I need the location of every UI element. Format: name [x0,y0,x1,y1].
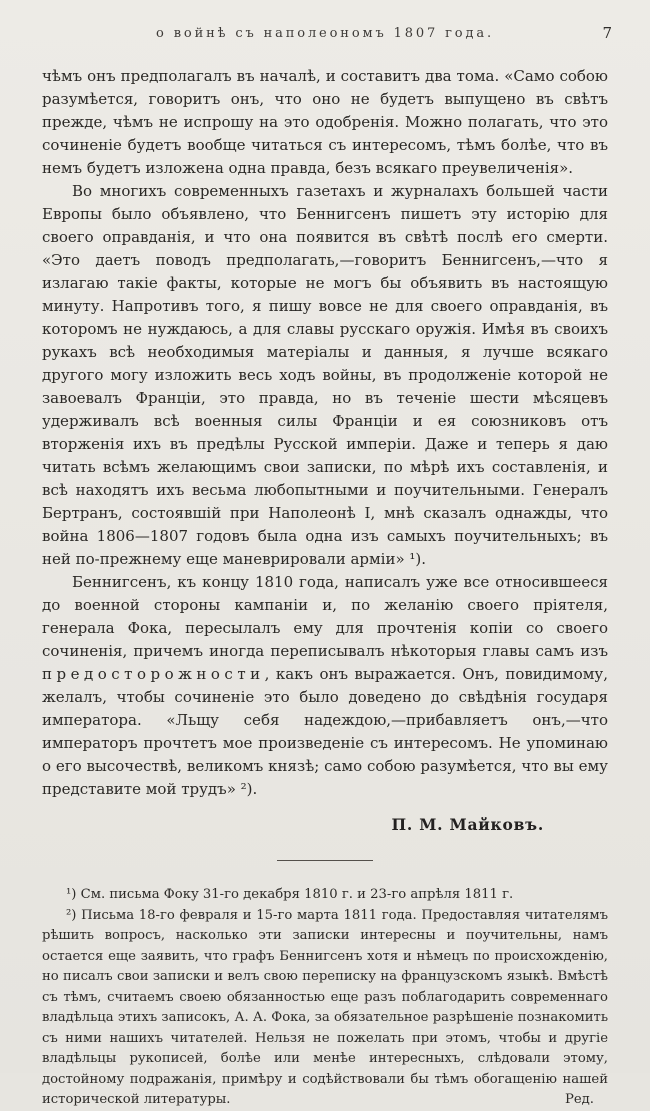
body-text [42,65,608,834]
paragraph-bennigsen-quote: Во многихъ современныхъ газетахъ и журналахъ большей части Европы было объявлено, что Беннигсенъ пишетъ эту исторію для своего оправданія, и что она появится въ свѣтѣ послѣ его смерти. «Это даетъ поводъ предполагать,—говоритъ Беннигсенъ,—что я излагаю такіе факты, которые не могъ бы объявить въ настоящую минуту. Напротивъ того, я пишу вовсе не для своего оправданія, въ которомъ не нуждаюсь, а для славы русскаго оружія. Имѣя въ своихъ рукахъ всѣ необходимыя матеріалы и данныя, я лучше всякаго другого могу изложить весь ходъ войны, въ продолженіе которой не завоевалъ Франціи, это правда, но въ теченіе шести мѣсяцевъ удерживалъ всѣ военныя силы Франціи и ея союзниковъ отъ вторженія ихъ въ предѣлы Русской имперіи. Даже и теперь я даю читать всѣмъ желающимъ свои записки, по мѣрѣ ихъ составленія, и всѣ находятъ ихъ весьма любопытными и поучительными. Генералъ Бертранъ, состоявшій при Наполеонѣ I, мнѣ сказалъ однажды, что война 1806—1807 годовъ была одна изъ самыхъ поучительныхъ; въ ней по-прежнему еще маневрировали арміи» ¹). [42,182,608,568]
paragraph-text-continued: , какъ онъ выражается. Онъ, повидимому, желалъ, чтобы сочиненіе это было доведено до свѣдѣнія государя императора. «Льщу себя надеждою,—прибавляетъ онъ,—что императоръ прочтетъ мое произведеніе съ интересомъ. Не упоминаю о его высочествѣ, великомъ князѣ; само собою разумѣется, что вы ему представите мой трудъ» ²). [42,665,608,798]
editor-signature: Ред. [565,1092,594,1107]
footnote-divider [277,860,373,861]
footnote-2 [42,906,608,1111]
author-signature: П. М. Майковъ. [391,815,544,834]
footnotes-section [42,885,608,1111]
letterspaced-word: предосторожности [42,665,265,683]
running-title: о войнѣ съ наполеономъ 1807 года. [156,26,494,41]
paragraph-manuscript-history [42,571,608,801]
paragraph-text: Беннигсенъ, къ концу 1810 года, написалъ уже все относившееся до военной стороны кампаніи и, по желанію своего пріятеля, генерала Фока, пересылалъ ему для прочтенія копіи со своего сочиненія, причемъ иногда переписывалъ нѣкоторыя главы самъ изъ [42,573,608,660]
footnote-2-text: ²) Письма 18-го февраля и 15-го марта 1811 года. Предоставляя читателямъ рѣшить вопросъ, насколько эти записки интересны и поучительны, намъ остается еще заявить, что графъ Беннигсенъ хотя и нѣмецъ по происхожденію, но писалъ свои записки и велъ свою переписку на французскомъ языкѣ. Вмѣстѣ съ тѣмъ, считаемъ своею обязанностью еще разъ поблагодарить современнаго владѣльца этихъ записокъ, А. А. Фока, за обязательное разрѣшеніе познакомить съ ними нашихъ читателей. Нельзя не пожелать при этомъ, чтобы и другіе владѣльцы рукописей, болѣе или менѣе интересныхъ, слѣдовали этому, достойному подражанія, примѣру и содѣйствовали бы тѣмъ обогащенію нашей исторической литературы. [42,907,608,1107]
page-number: 7 [602,24,612,42]
page-header [42,24,612,42]
paragraph-continuation: чѣмъ онъ предполагалъ въ началѣ, и составитъ два тома. «Само собою разумѣется, говоритъ онъ, что оно не будетъ выпущено въ свѣтъ прежде, чѣмъ не испрошу на это одобренія. Можно полагать, что это сочиненіе будетъ вообще читаться съ интересомъ, тѣмъ болѣе, что въ немъ будетъ изложена одна правда, безъ всякаго преувеличенія». [42,67,608,177]
footnote-1: ¹) См. письма Фоку 31-го декабря 1810 г. и 23-го апрѣля 1811 г. [66,887,514,902]
